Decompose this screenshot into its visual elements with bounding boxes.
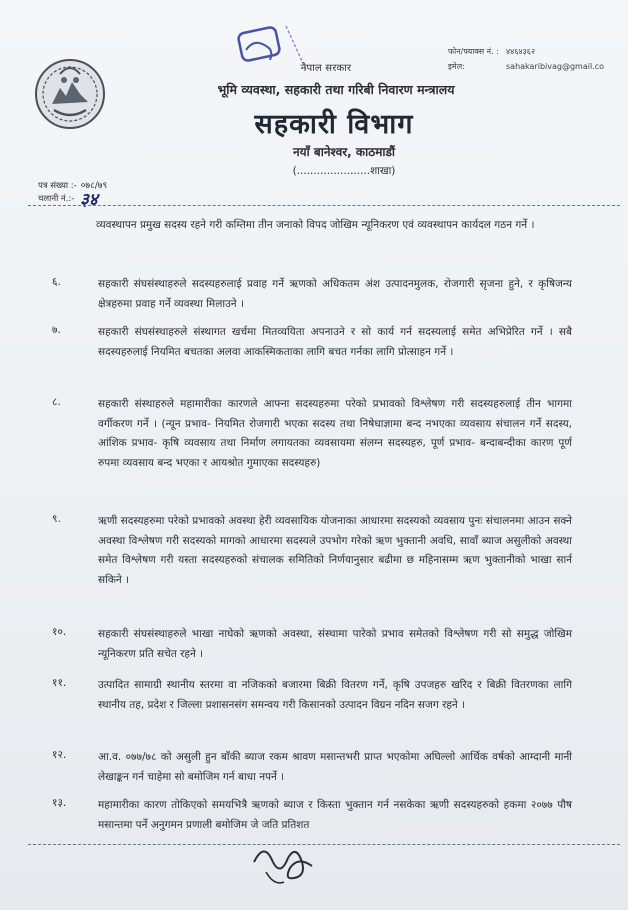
item-text: उत्पादित सामाग्री स्थानीय स्तरमा वा नजिकको बजारमा बिक्री वितरण गर्ने, कृषि उपजहरु खरिद र बिक्री वितरणका लागि स्थानीय तह, प्रदेश र जिल्ला प्रशासनसंग समन्वय गरी किसानको उत्पादन विग्रन नदिन सजग रहने । [98,679,572,711]
item-text: सहकारी संघसंस्थाहरुले सदस्यहरुलाई प्रवाह गर्ने ऋणको अधिकतम अंश उत्पादनमुलक, रोजगारी सृजना हुने, र कृषिजन्य क्षेत्रहरुमा प्रवाह गर्ने व्यवस्था मिलाउने । [98,278,572,310]
item-text: आ.व. ०७७/७८ को असुली हुन बाँकी ब्याज रकम श्रावण मसान्तभरी प्राप्त भएकोमा अघिल्लो आर्थिक वर्षको आम्दानी मानी लेखाङ्कन गर्न चाहेमा सो बमोजिम गर्न बाधा नपर्ने । [98,751,572,783]
phone-value: ४४६४३६२ [506,47,536,56]
department-title: सहकारी विभाग [254,109,414,140]
item-number: १०. [52,626,67,638]
item-text: सहकारी संघसंस्थाहरुले भाखा नाघेको ऋणको अवस्था, संस्थामा पारेको प्रभाव समेतको विश्लेषण गरी सो समुद्ध जोखिम न्यूनिकरण प्रति सचेत रहने । [98,628,572,660]
government-name: नेपाल सरकार [300,63,352,74]
item-number: ६. [52,276,61,288]
item-text: सहकारी संस्थाहरुले महामारीका कारणले आफ्ना सदस्यहरुमा परेको प्रभावको विश्लेषण गरी सदस्यहरुलाई तीन भागमा वर्गीकरण गर्ने । (न्यून प्रभाव- नियमित रोजगारी भएका सदस्य तथा निषेधाज्ञामा बन्द नभएका व्यवसाय संचालन गर्ने सदस्य, आंशिक प्रभाव- कृषि व्यवसाय तथा निर्माण लगायतका व्यवसायमा संलग्न सदस्यहरु, पूर्ण प्रभाव- बन्दाबन्दीका कारण पूर्ण रुपमा व्यवसाय बन्द भएका र आयश्रोत गुमाएका सदस्यहरु) [98,398,572,469]
signature-icon [244,832,324,892]
item-number: ८. [52,396,61,408]
item-number: ९. [52,513,61,525]
item-number: ११. [52,677,67,689]
item-number: १२. [52,749,67,761]
item-text: सहकारी संघसंस्थाहरुले संस्थागत खर्चमा मितव्ययिता अपनाउने र सो कार्य गर्न सदस्यलाई समेत अभिप्रेरित गर्ने । सबै सदस्यहरुलाई नियमित बचतका अलवा आकस्मिकताका लागि बचत गर्नका लागि प्रोत्साहन गर्ने । [98,326,572,358]
item-text: ऋणी सदस्यहरुमा परेको प्रभावको अवस्था हेरी व्यवसायिक योजनाका आधारमा सदस्यको व्यवसाय पुनः संचालनमा आउन सक्ने अवस्था विश्लेषण गरी सदस्यको मागको आधारमा सदस्यले उपभोग गरेको ऋण भुक्तानी अवधि, सावाँ ब्याज असुलीको अवस्था समेत विश्लेषण गरी यस्ता सदस्यहरुको संचालक समितिको निर्णयानुसार बढीमा छ महिनासम्म ऋण भुक्तानीको भाखा सार्न सकिने । [98,515,572,586]
email-value: sahakaribivag@gmail.co [506,62,605,71]
footer-divider [28,844,620,845]
item-number: १३. [52,797,67,809]
header-divider [28,205,620,206]
lead-paragraph: व्यवस्थापन प्रमुख सदस्य रहने गरी कम्तिमा तीन जनाको विपद जोखिम न्यूनिकरण एवं व्यवस्थापन कार्यदल गठन गर्ने । [96,219,535,231]
letter-no-label: पत्र संख्या :- [38,181,77,191]
item-number: ७. [52,324,61,336]
chalani-value: ३४ [80,190,98,210]
phone-label: फोन/फ्याक्स नं. : [448,47,499,56]
office-address: नयाँ बानेश्वर, काठमाडौं [292,145,396,159]
branch-line: (......................शाखा) [292,165,396,177]
letter-no-value: ०७८/७९ [80,181,108,191]
ministry-name: भूमि व्यवस्था, सहकारी तथा गरिबी निवारण मन्त्रालय [217,82,455,97]
item-text: महामारीका कारण तोकिएको समयभित्रै ऋणको ब्याज र किस्ता भुक्तान गर्न नसकेका ऋणी सदस्यहरुको हकमा २०७७ पौष मसान्तमा पर्ने अनुगमन प्रणाली बमोजिम जे जति प्रतिशत [98,799,572,831]
email-label: इमेल: [448,62,465,71]
chalani-label: चलानी नं.:- [38,194,75,204]
